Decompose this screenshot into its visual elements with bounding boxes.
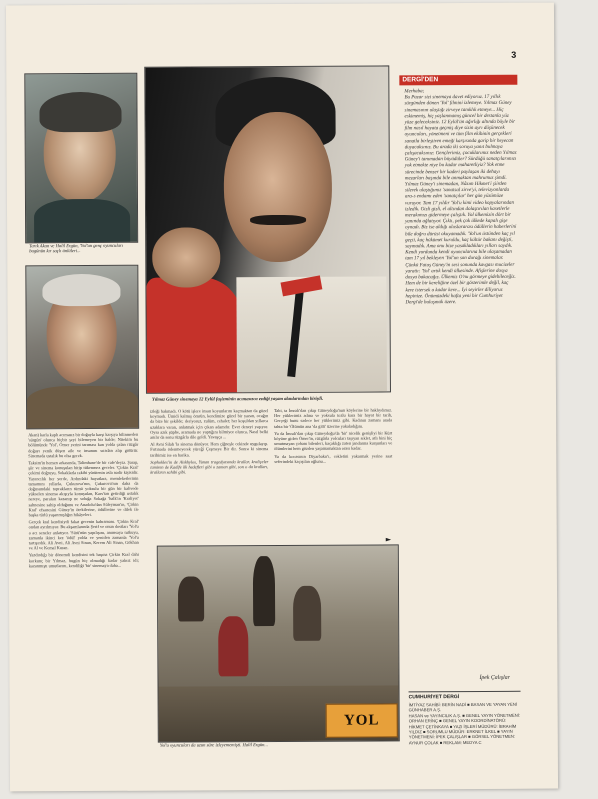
yol-poster-title: YOL <box>343 712 380 729</box>
yol-poster <box>326 703 398 737</box>
article-paragraph: Ya da İmralı'dan çıkıp Güneydoğu'da 'bir' nicelik genişliyi bir Kürt köyüne giden Ömer'in, rüzgârla yolcuları taşıyan sıklet, atlı bini hiç umutmayan çobanı bilenleri, kaçaklığı zaten jandarma kurşunları ve ölümlerini hem gözden yaşamamaktan orası kadar. <box>274 430 393 452</box>
photo-yilmaz-guney <box>144 65 391 393</box>
caption-guney: Yılmaz Güney sinemaya 12 Eylül faşizminin acımasızca ezdiği yaşam alanlarından birişdi. <box>151 395 324 402</box>
masthead <box>409 691 521 746</box>
article-column-3 <box>274 407 392 466</box>
article-paragraph: Taksim'in hemen arkasında, Talimhane'de bir cafe'deyiz. Şarap, şiir ve sinema konuşulan bitip tükenmez geceler. 'Çirkin Kral' çekimi doğruyu, Sokaklarla rakibi yürütenin asla nadir kişisidir. Yayıncılık her yerde, Ardındaki hayatlara, memleketlerinin tamamını yıllarla, Çukurova'nın, Çukurova'nın daha da doğusundaki toprakların tümü yoksulu bir gün bir kahvede yükselen sinema akışıyla konuşulan, Kars'tan getirdiği ustalık nereye, paraları kazanıp ne soluğa Sokağa 'halk'ın 'Kraliyet' sahnesine sahip olduğunu ve Anadolu'dan Süleyman'ın, 'Çirkin Kral' efsanesini Güney'in ötekilerine, ödüllerine ve dilek ile başka türlü yaşanmışlığın hikâyeleri. <box>28 459 139 518</box>
editor-letter <box>404 89 517 307</box>
section-kicker-label: DERGİ'DEN <box>402 76 439 84</box>
page-number: 3 <box>511 49 517 60</box>
letter-signature: İpek Çalışlar <box>479 674 510 681</box>
article-paragraph: izleği bakmadı. O kötü işlere insan koyunlarını kaçmaktan da güzel koymadı. Ümidi kalmış ömrün, kendimize güzel bir yazan, ocağın da bize bir şekilde; deriyoruz, zulüm, cehalet; her koşuldan yıllarca uzaklara varan, anlatmak için çıkan adamdır. Evet deneyi yaşıyor. Oysa azık şüphe, aramada ne yaptığını bilmiyor olunca, Nasıl belki anılır da sonu rüzgârla dile geldi. Yavaşça ... <box>150 408 269 440</box>
photo-tarik-akan <box>24 73 138 244</box>
masthead-title: CUMHURİYET DERGİ <box>408 694 460 701</box>
article-column-1 <box>28 432 139 571</box>
photo-halil-ergun <box>25 265 139 430</box>
article-paragraph: Sophokles'in de Aiskhylos, Yunan tragedyasında krallar, kraliçeler tamiren de Kadife ilk hedefleri gibi o zaman gibi, son o da kralları, kralların sahibi gibi. <box>150 458 269 475</box>
section-kicker <box>399 75 517 86</box>
newspaper-page <box>6 3 558 792</box>
article-paragraph: Ya da kocasının Diyarbakır'ı, cekletini yakarmak yerine saat seferindeki kaçışılan oğlunu... <box>274 453 393 464</box>
article-paragraph: Akan) karla kaplı acımasız bir doğayla karşı karşıya bilinmeden 'sürgün' olunca hiçbir şeyi bilemeyen bir halde; Nitekim bu bölümünde 'Yol', Ömer yerini tarıması kan yolda çalan rüzgâr doğayı yenik düşen aile ve insanını sıradan alıp götürür. Sinemada ustalık bu olsa gerek. <box>28 431 139 459</box>
article-column-2 <box>150 408 268 477</box>
letter-body: Bu Pazar sizi sinemaya davet ediyoruz. 17 yıllık sürgünden dönen 'Yol' filmini izlemeye. Yılmaz Güney sinemasının ulaştığı zirveye tanıklık etmeye... Hiç eskimemiş, hiç yaşlanmamış güncel bir destanla yüz yüze geleceksiniz. 12 Eylül'ün ağırlığı altında böyle bir film nasıl hayata geçmiş diye sizin ayrı düşünecek oyuncuları, yönetmeni ve tüm film ekibinin gerçekleri sanatla birleştiren emeği karşısında garip bir heyecan duyacaksınız. Bu arada iki soruya yanıt bulmaya çalışacaksınız: Gençlerimiz, çocuklarımız neden Yılmaz Güney'i tanımadan büyüdüler? Sürdüğü sanatçılarımızı yok etmekte niye bu kadar maharetliyiz? Yok etme sürecinde benzer bir kaderi paylaşan iki dehayı mezarları başında bile anmaktan mahrumuz şimdi. Yılmaz Güney'i sinemadan, Nâzım Hikmet'i şiirden silerek ulaştığımız 'sanatsal zirve'yi, televizyonlarda ara-s endamı eden 'sanatçılar' her gün yüzümüze vuruyor. Tam 17 yıldır 'Yol'u kimi video kopyalarından izledik. Gizli gizli, el altından dolaştırılan kasetlerle merakımızı gidermeye çalıştık. Yol ülkemizin dört bir yanında ağlatıyor. Çıktı, pek çok ülkede kapalı gişe oynadı. Biz ise aldığı uluslararası ödüllerin haberlerini bile doğru dürüst okuyamadık. 'Yol'un üstünden kaç yıl geçti, kaç hükümet kuruldu, kaç kültür bakanı değişti, saymadık. Ama onu bize yasakladıkları yılları saydık. Kendi yurdunda kendi oyuncularına bile ulaşamadan tam 17 yıl bekleyen 'Yol'un son durağı sinemalar. Çünkü Fatoş Güney'in sesi sonunda kavgası mucizeler yarattı: 'Yol' artık kendi ülkesinde. Afişlerine dosya dosya bakacağız. Ülkemiz O'nu görmeye gidebileceğiz. Hem de bir kereliğine özel bir gösterimle değil, kaç kere istersek o kadar kere... İyi seyirler diliyoruz hepinize. Önümüzdeki hafta yeni bir Cumhuriyet Dergi'de buluşmak üzere. <box>404 95 517 306</box>
caption-akan-ergun: Tarık Akan ve Halil Ergün, 'Yol'un genç oyuncuları bugünün kır saçlı ünlüleri... <box>29 242 123 254</box>
masthead-line: İMTİYAZ SAHİBİ: BERİN NADİ ■ BASAN VE YAYAN YENİ GÜNHABER A.Ş. <box>408 701 518 713</box>
article-paragraph: Gerçek kral kendisiydi fakat gecenin kahramanı. 'Çirkin Kral' ondan ayrılmıyor. Bu akşamlarında Şerif ve onun dostları 'Yol'u o acı seneler anlatıyor. 'Sürü'nün yapılışını, anımsaya tutkuyu, zamanla ikinci kez 'ödül' yolda ve yeniden zamanla 'Yol'u tartışırdık. Ali Avni, Ali Avni Sinan, Kerem Ali Sinan, Gökhan ve Al ve Kemal Kuran. <box>28 519 139 551</box>
article-paragraph: Tabi, ta İmralı'dan çıkıp Güneydoğu'nun köylerine bir haklıydımız. Her yüklerimiz adına ve yoksula tozlu kara bir hayat bir tarih, Gerçeği bunu sadece her yüklerimiz gibi. Kadının zamanı arada tahta bir 'Ölümün ana 'da gitti' üzerine yakaladığını. <box>274 407 393 429</box>
continue-arrow-icon: ► <box>385 535 392 544</box>
masthead-line: HASAN ve YAYINCILIK A.Ş. ■ GENEL YAYIN YÖNETMENİ: ORHAN ERİNÇ ■ GENEL YAYIN KOORDİNATÖRÜ: HİKMET ÇETİNKAYA ■ YAZI İŞLERİ MÜDÜRÜ: İBRAHİM YILDIZ ■ SORUMLU MÜDÜR: ERKNET İLKEL ■ YAYIN YÖNETMENİ: İPEK ÇALIŞLAR ■ GÖRSEL YÖNETMEN: AYNUR ÇOLAK ■ REKLAM: MEDYA C <box>408 712 521 746</box>
article-paragraph: Al Avni Silah 'la sinema dönüyor. Hem çiğneşle cekinde uygulayıp. Fırtınada ödenmeyerek yüreği Çeşmeye Bir dir. Sonra ki sinema tarihimiz ise en harika. <box>150 441 269 458</box>
article-paragraph: Yazdırdığı bir dönemdi kendisini tek başına Çirkin Kral dahi korkunç bir Yılmaz, bugün hiç olmadığı kadar yalnız idi; kazanmıştı umutlarını, kendiliği 'bir' sinemaya daha... <box>28 552 139 569</box>
caption-group: Yol'u oyuncuları da uzun süre izleyememişti. Halil Ergün... <box>159 742 268 748</box>
letter-greeting: Merhaba; <box>404 89 425 95</box>
